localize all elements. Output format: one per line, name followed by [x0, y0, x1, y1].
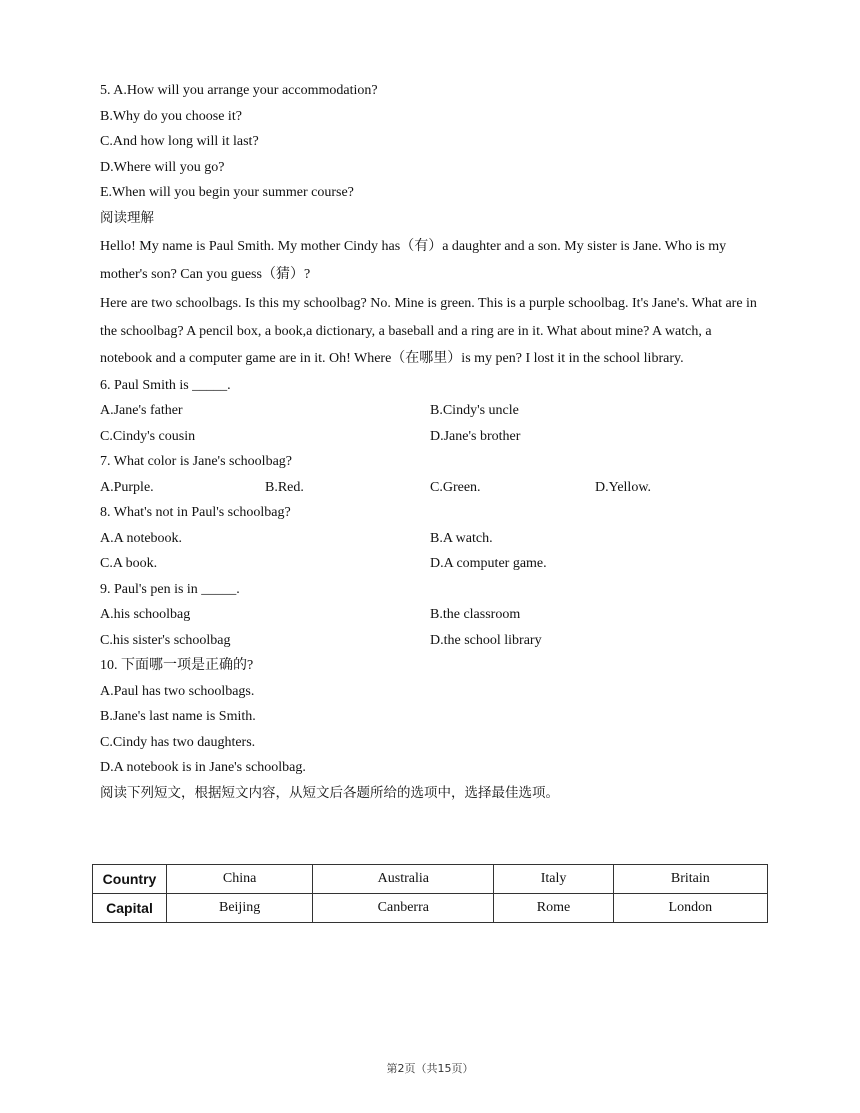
table-row-capital	[93, 894, 768, 923]
table-cell: China	[167, 865, 313, 894]
page-footer: 第2页（共15页）	[386, 1062, 474, 1075]
question-8-options-row-1	[100, 526, 760, 552]
question-9-stem: 9. Paul's pen is in _____.	[100, 581, 240, 597]
q10-option-d: D.A notebook is in Jane's schoolbag.	[100, 760, 306, 775]
question-8-stem: 8. What's not in Paul's schoolbag?	[100, 505, 291, 520]
table-cell: Britain	[613, 865, 767, 894]
table-cell: Italy	[494, 865, 613, 894]
section-heading-reading: 阅读理解	[100, 209, 154, 226]
table-cell: Canberra	[313, 894, 494, 923]
q9-option-d: D.the school library	[430, 632, 542, 648]
page-content	[100, 78, 760, 806]
q5-option-c: C.And how long will it last?	[100, 134, 259, 149]
question-9-options-row-1	[100, 602, 760, 628]
q7-option-d: D.Yellow.	[595, 479, 652, 495]
q6-option-a: A.Jane's father	[100, 403, 183, 418]
question-8-options-row-2	[100, 551, 760, 577]
question-6-options-row-1	[100, 398, 760, 424]
table-row-country	[93, 865, 768, 894]
q7-option-c: C.Green.	[430, 479, 481, 495]
reading-instruction: 阅读下列短文，根据短文内容，从短文后各题所给的选项中，选择最佳选项。	[100, 784, 559, 801]
q5-option-b: B.Why do you choose it?	[100, 108, 242, 124]
q8-option-d: D.A computer game.	[430, 556, 547, 571]
q7-option-a: A.Purple.	[100, 479, 154, 495]
q7-option-b: B.Red.	[265, 479, 304, 495]
question-6-options-row-2	[100, 424, 760, 450]
q10-option-c: C.Cindy has two daughters.	[100, 734, 256, 750]
passage-paragraph-2: Here are two schoolbags. Is this my schoolbag? No. Mine is green. This is a purple schoolbag. It's Jane's. What are in the schoolbag? A pencil box, a book,a dictionary, a baseball and a ring are in it. What about mine? A watch, a notebook and a computer game are in it. Oh! Where（在哪里）is my pen? I lost it in the school library.	[100, 296, 757, 366]
question-9-options-row-2	[100, 628, 760, 654]
table-cell: Rome	[494, 894, 613, 923]
q8-option-c: C.A book.	[100, 556, 158, 571]
table-header-country: Country	[93, 865, 167, 894]
q10-option-a: A.Paul has two schoolbags.	[100, 683, 255, 699]
q6-option-d: D.Jane's brother	[430, 428, 521, 444]
q10-option-b: B.Jane's last name is Smith.	[100, 709, 256, 724]
passage-paragraph-1: Hello! My name is Paul Smith. My mother Cindy has（有）a daughter and a son. My sister is Jane. Who is my mother's son? Can you guess（猜）?	[100, 239, 727, 282]
question-6-stem: 6. Paul Smith is _____.	[100, 377, 231, 393]
question-7-stem: 7. What color is Jane's schoolbag?	[100, 454, 292, 469]
table-cell: Australia	[313, 865, 494, 894]
q9-option-b: B.the classroom	[430, 607, 521, 622]
q5-option-a: 5. A.How will you arrange your accommodation?	[100, 83, 378, 98]
q8-option-b: B.A watch.	[430, 530, 493, 546]
q5-option-d: D.Where will you go?	[100, 159, 225, 175]
table-cell: Beijing	[167, 894, 313, 923]
q6-option-c: C.Cindy's cousin	[100, 428, 196, 444]
question-7-options-row	[100, 475, 760, 501]
table-header-capital: Capital	[93, 894, 167, 923]
q9-option-c: C.his sister's schoolbag	[100, 632, 231, 648]
q8-option-a: A.A notebook.	[100, 530, 183, 546]
q6-option-b: B.Cindy's uncle	[430, 403, 519, 418]
q5-option-e: E.When will you begin your summer course?	[100, 185, 354, 200]
q9-option-a: A.his schoolbag	[100, 607, 191, 622]
question-10-stem: 10. 下面哪一项是正确的?	[100, 658, 254, 673]
country-capital-table	[92, 864, 768, 923]
table-cell: London	[613, 894, 767, 923]
